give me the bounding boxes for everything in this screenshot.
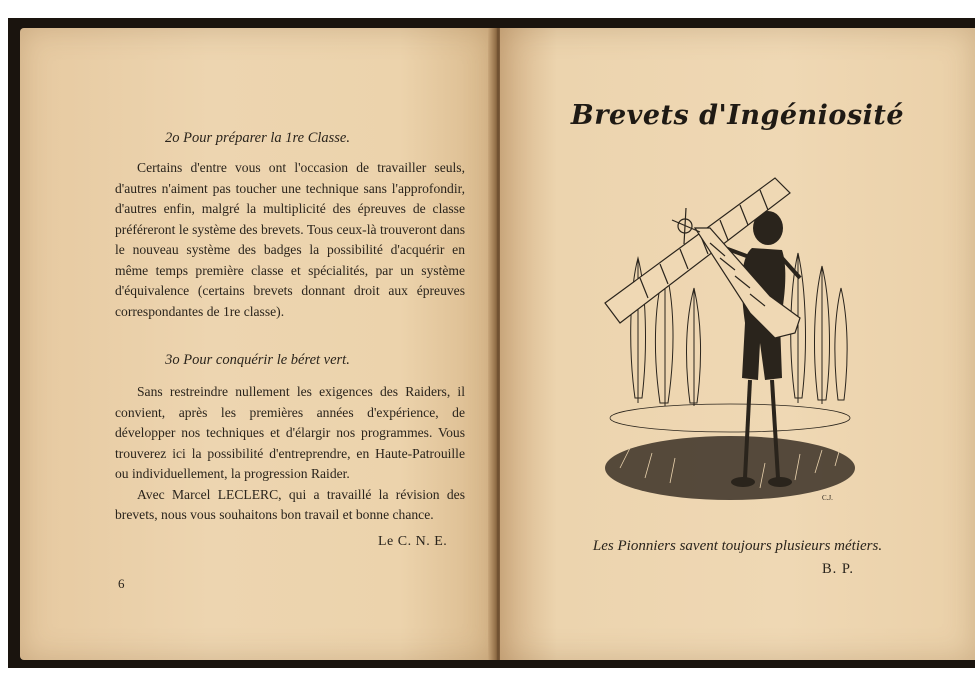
section-3-paragraph-2: Avec Marcel LECLERC, qui a travaillé la révision des brevets, nous vous souhaitons bon travail et bonne chance. [115,486,465,522]
section-3-paragraph-1: Sans restreindre nullement les exigences des Raiders, il convient, après les premières années d'expérience, de développer nos techniques et d'élargir nos programmes. Vous trouverez ici la possibilité d'entreprendre, en Haute-Patrouille ou individuellement, la progression Raider. [115,384,465,481]
signature: Le C. N. E. [378,534,448,549]
right-page [500,28,975,660]
motto-signature: B. P. [822,561,855,577]
boy-with-model-airplane-illustration [600,148,860,508]
section-2-text [115,158,465,322]
section-2-title: 2o Pour préparer la 1re Classe. [164,130,350,146]
section-3-title: 3o Pour conquérir le béret vert. [165,352,350,368]
open-book [8,18,975,668]
left-page [20,28,495,660]
page-number: 6 [118,576,125,591]
illustration-initials: C.J. [822,494,833,502]
motto: Les Pionniers savent toujours plusieurs métiers. [592,538,883,554]
section-2-paragraph: Certains d'entre vous ont l'occasion de travailler seuls, d'autres n'aiment pas toucher une technique sans l'approfondir, d'autres enfin, malgré la multiplicité des épreuves de classe préféreront le système des brevets. Tous ceux-là trouveront dans le nouveau système des badges la possibilité d'acquérir en même temps première classe et spécialités, par un système d'équivalence (certains brevets donnant droit aux épreuves correspondantes de 1re classe). [115,160,465,319]
section-3-text [115,382,465,526]
page-title: Brevets d'Ingéniosité [570,100,905,131]
